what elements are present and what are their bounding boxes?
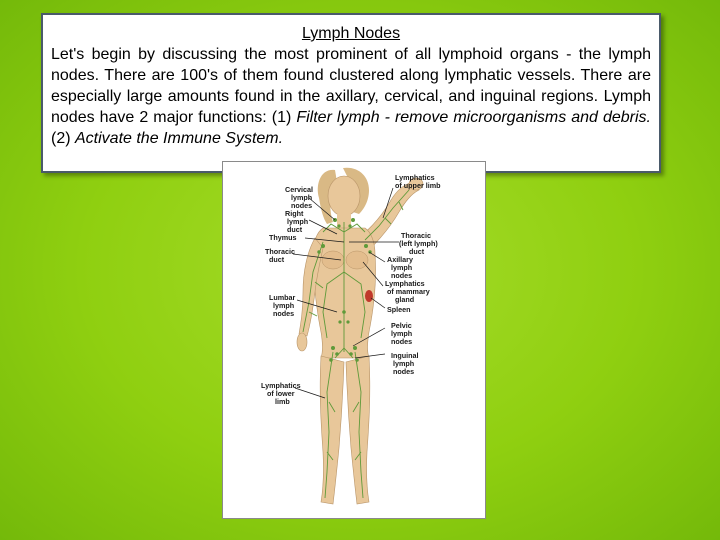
label-lumbar-lymph-nodes: Lumbar lymph nodes [269,293,296,318]
spleen-shape [365,290,373,302]
label-cervical-lymph-nodes: Cervical lymph nodes [285,185,313,210]
label-right-lymph-duct: Right lymph duct [285,209,309,234]
label-thoracic-duct: Thoracic duct [265,247,295,264]
lymphatic-system-illustration [223,162,485,518]
label-axillary-lymph-nodes: Axillary lymph nodes [387,255,413,280]
breast-right [346,251,368,269]
head-shape [328,176,360,216]
leg-left [346,356,370,504]
label-lymphatics-upper-limb: Lymphatics of upper limb [395,173,441,190]
lymphatic-system-figure [222,161,486,519]
label-spleen: Spleen [387,305,411,314]
function-2-text: Activate the Immune System. [75,130,284,147]
hanging-hand [297,333,307,351]
slide-paragraph [51,44,651,149]
paragraph-separator: (2) [51,130,75,147]
label-thoracic-left-lymph-duct: Thoracic (left lymph) duct [399,231,438,256]
label-lymphatics-mammary-gland: Lymphatics of mammary gland [385,279,430,304]
text-box [41,13,661,173]
slide-title: Lymph Nodes [301,25,401,42]
label-thymus: Thymus [269,233,297,242]
label-pelvic-lymph-nodes: Pelvic lymph nodes [391,321,413,346]
label-inguinal-lymph-nodes: Inguinal lymph nodes [391,351,419,376]
leg-right [320,356,344,504]
function-1-text: Filter lymph - remove microorganisms and debris. [296,109,652,126]
paragraph-text: Let's begin by discussing the most prominent of all lymphoid organs - the lymph nodes. There are 100's of them found clustered along lymphatic vessels. There are especially large amounts found in the axillary, cervical, and inguinal regions. Lymph nodes have 2 major functions: (1) [51,46,651,126]
label-lymphatics-lower-limb: Lymphatics of lower limb [261,381,301,406]
